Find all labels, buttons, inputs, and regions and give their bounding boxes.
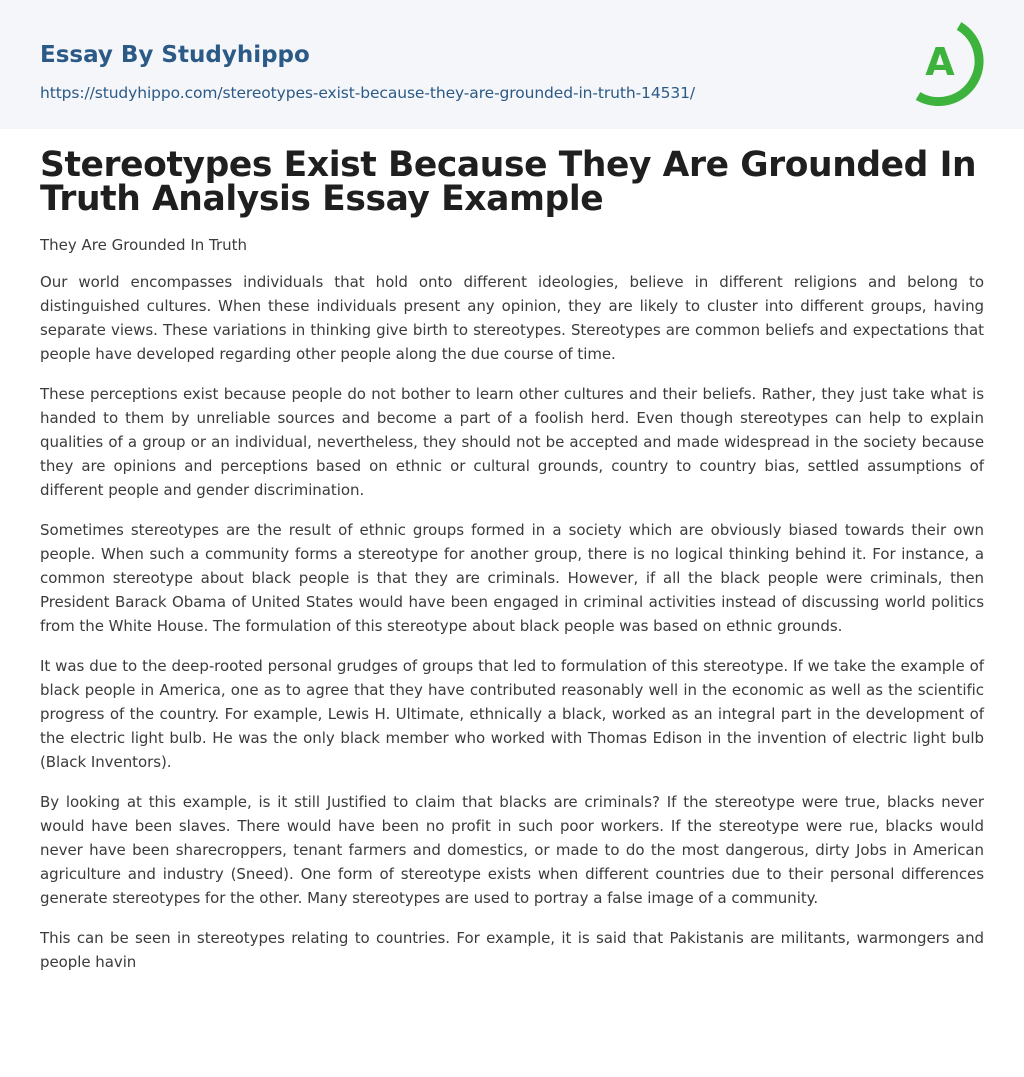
paragraph-6: This can be seen in stereotypes relating to countries. For example, it is said that Pakistanis are militants, warmongers and people havin: [40, 929, 984, 971]
page-title: Stereotypes Exist Because They Are Grounded In Truth Analysis Essay Example: [40, 145, 977, 219]
paragraph-2: These perceptions exist because people do not bother to learn other cultures and their beliefs. Rather, they just take what is handed to them by unreliable sources and become a part of a foolish herd. Even though stereotypes can help to explain qualities of a group or an individual, nevertheless, they should not be accepted and made widespread in the society because they are opinions and perceptions based on ethnic or cultural grounds, country to country bias, settled assumptions of different people and gender discrimination.: [40, 385, 984, 499]
paragraph-4: It was due to the deep-rooted personal grudges of groups that led to formulation of this stereotype. If we take the example of black people in America, one as to agree that they have contributed reasonably well in the economic as well as the scientific progress of the country. For example, Lewis H. Ultimate, ethnically a black, worked as an integral part in the development of the electric light bulb. He was the only black member who worked with Thomas Edison in the invention of electric light bulb (Black Inventors).: [40, 657, 984, 771]
source-url-link[interactable]: https://studyhippo.com/stereotypes-exist-because-they-are-grounded-in-truth-14531/: [40, 84, 695, 102]
article-subtitle: They Are Grounded In Truth: [40, 236, 248, 254]
site-header: [0, 0, 1024, 129]
article: [40, 145, 984, 974]
paragraph-1: Our world encompasses individuals that hold onto different ideologies, believe in different religions and belong to distinguished cultures. When these individuals present any opinion, they are likely to cluster into different groups, having separate views. These variations in thinking give birth to stereotypes. Stereotypes are common beliefs and expectations that people have developed regarding other people along the due course of time.: [40, 273, 984, 363]
paragraph-3: Sometimes stereotypes are the result of ethnic groups formed in a society which are obviously biased towards their own people. When such a community forms a stereotype for another group, there is no logical thinking behind it. For instance, a common stereotype about black people is that they are criminals. However, if all the black people were criminals, then President Barack Obama of United States would have been engaged in criminal activities instead of discussing world politics from the White House. The formulation of this stereotype about black people was based on ethnic grounds.: [40, 521, 984, 635]
logo-letter: A: [925, 40, 955, 84]
paragraph-5: By looking at this example, is it still Justified to claim that blacks are criminals? If the stereotype were true, blacks never would have been slaves. There would have been no profit in such poor workers. If the stereotype were rue, blacks would never have been sharecroppers, tenant farmers and domestics, or made to do the most dangerous, dirty Jobs in American agriculture and industry (Sneed). One form of stereotype exists when different countries due to their personal differences generate stereotypes for the other. Many stereotypes are used to portray a false image of a community.: [40, 793, 984, 907]
brand-name[interactable]: Essay By Studyhippo: [40, 42, 310, 68]
logo-icon[interactable]: [900, 18, 988, 106]
